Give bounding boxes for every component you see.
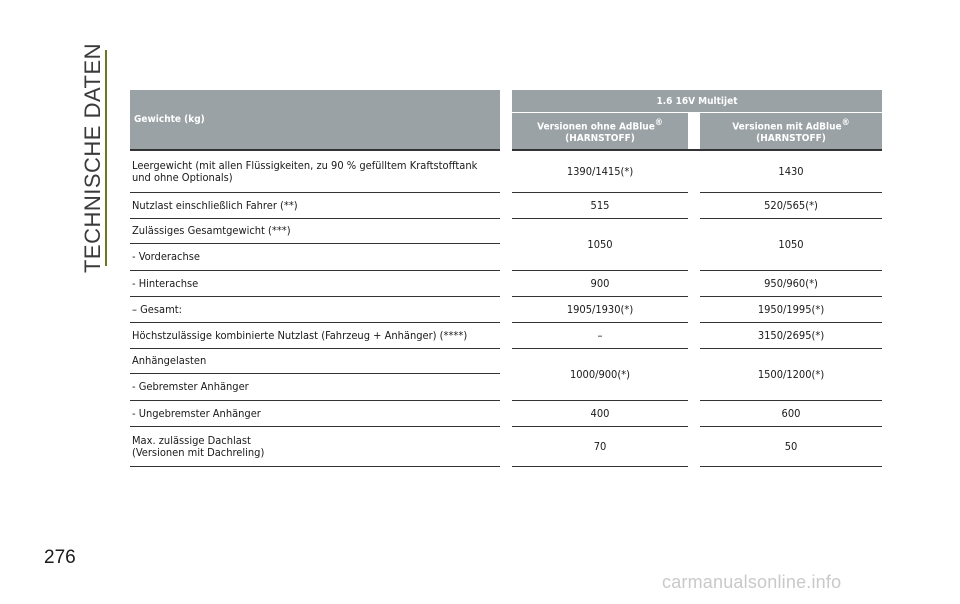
value-without: 515 — [512, 193, 688, 219]
value-with: 520/565(*) — [700, 193, 882, 219]
value-with: 1500/1200(*) — [700, 349, 882, 401]
value-with: 600 — [700, 401, 882, 427]
value-with: 1430 — [700, 150, 882, 193]
table-row — [130, 219, 882, 244]
row-label-line1: Max. zulässige Dachlast — [132, 433, 251, 447]
header-engine: 1.6 16V Multijet — [512, 90, 882, 113]
row-label: Nutzlast einschließlich Fahrer (**) — [130, 193, 500, 219]
header-gap — [500, 90, 512, 150]
table-row — [130, 271, 882, 297]
section-title: TECHNISCHE DATEN — [80, 42, 105, 274]
table-row — [130, 349, 882, 374]
value-without: 1050 — [512, 219, 688, 271]
row-label: Höchstzulässige kombinierte Nutzlast (Fahrzeug + Anhänger) (****) — [130, 323, 500, 349]
value-with: 3150/2695(*) — [700, 323, 882, 349]
row-label: Zulässiges Gesamtgewicht (***) — [130, 219, 500, 244]
row-label — [130, 150, 500, 193]
value-with: 950/960(*) — [700, 271, 882, 297]
value-without: 1905/1930(*) — [512, 297, 688, 323]
row-label: – Gesamt: — [130, 297, 500, 323]
value-without: 1390/1415(*) — [512, 150, 688, 193]
row-sub-label: - Gebremster Anhänger — [130, 374, 500, 401]
value-without: 70 — [512, 427, 688, 467]
header-gap-2 — [688, 113, 700, 151]
row-label: - Ungebremster Anhänger — [130, 401, 500, 427]
header-without-adblue — [512, 113, 688, 151]
value-with: 50 — [700, 427, 882, 467]
value-with: 1950/1995(*) — [700, 297, 882, 323]
table-row — [130, 150, 882, 193]
page-number: 276 — [44, 547, 76, 568]
header-without-line1: Versionen ohne AdBlue — [537, 121, 655, 133]
table-row — [130, 323, 882, 349]
row-label: - Hinterachse — [130, 271, 500, 297]
weights-table — [130, 90, 882, 467]
row-label-line2: (Versionen mit Dachreling) — [132, 445, 265, 459]
header-with-adblue — [700, 113, 882, 151]
section-rule — [105, 50, 107, 266]
value-with: 1050 — [700, 219, 882, 271]
header-with-line1: Versionen mit AdBlue — [732, 121, 842, 133]
table-row — [130, 193, 882, 219]
registered-mark: ® — [654, 117, 663, 128]
value-without: 400 — [512, 401, 688, 427]
header-with-line2: (HARNSTOFF) — [756, 133, 826, 145]
value-without: – — [512, 323, 688, 349]
header-without-line2: (HARNSTOFF) — [565, 133, 635, 145]
row-label — [130, 427, 500, 467]
table-row — [130, 297, 882, 323]
table-row — [130, 401, 882, 427]
value-without: 1000/900(*) — [512, 349, 688, 401]
row-label: Anhängelasten — [130, 349, 500, 374]
row-label-line2: und ohne Optionals) — [132, 170, 233, 184]
table-row — [130, 427, 882, 467]
watermark: carmanualsonline.info — [662, 572, 842, 592]
header-weights: Gewichte (kg) — [130, 90, 500, 150]
registered-mark: ® — [841, 117, 850, 128]
row-label-line1: Leergewicht (mit allen Flüssigkeiten, zu 90 % gefülltem Kraftstofftank — [132, 158, 478, 172]
value-without: 900 — [512, 271, 688, 297]
row-sub-label: - Vorderachse — [130, 244, 500, 271]
